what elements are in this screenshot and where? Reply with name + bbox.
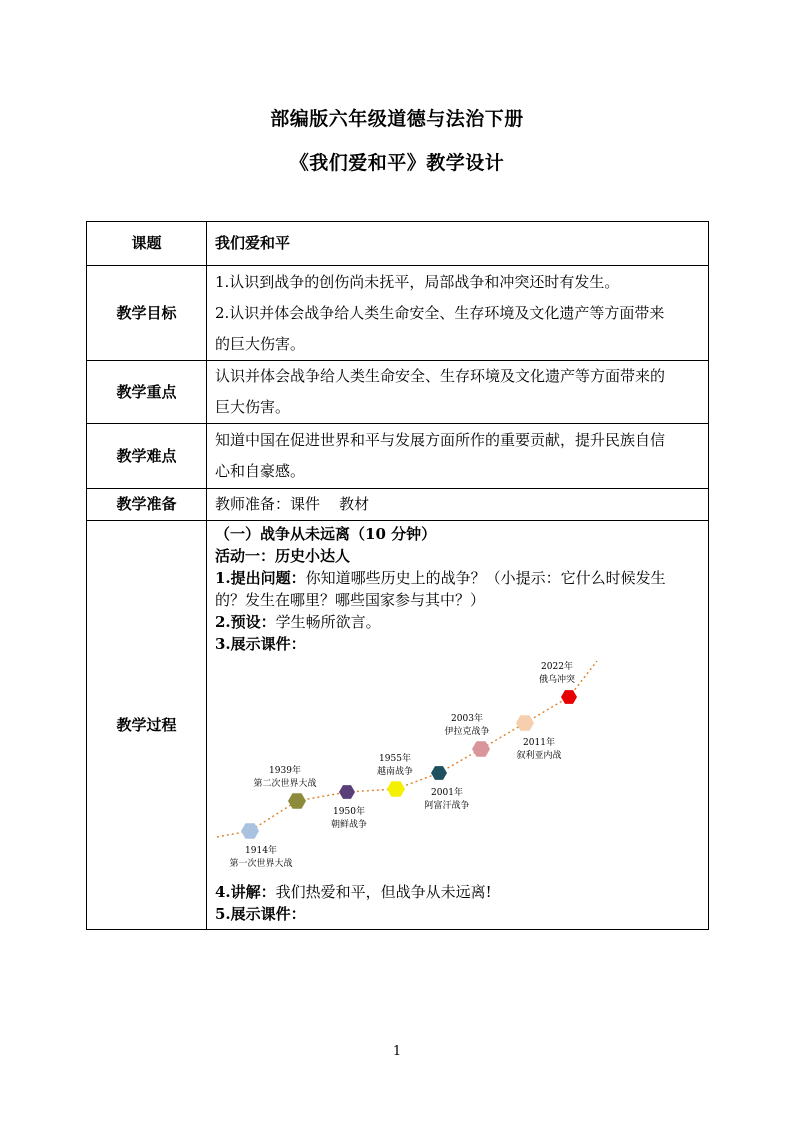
step-label: 4.讲解： xyxy=(215,883,276,901)
step-4 xyxy=(215,881,700,903)
text-line: 心和自豪感。 xyxy=(215,462,306,480)
timeline-marker xyxy=(241,823,259,839)
timeline-marker xyxy=(516,715,534,731)
topic-value: 我们爱和平 xyxy=(215,234,291,252)
step-2 xyxy=(215,611,700,633)
row-label: 教学过程 xyxy=(87,521,207,930)
step-text: 学生畅所欲言。 xyxy=(275,613,381,631)
step-label: 1.提出问题： xyxy=(215,569,306,587)
table-row xyxy=(87,521,709,930)
row-label: 课题 xyxy=(87,222,207,266)
row-value xyxy=(207,266,709,361)
step-1 xyxy=(215,567,700,589)
text-line: 2.认识并体会战争给人类生命安全、生存环境及文化遗产等方面带来 xyxy=(215,303,665,322)
timeline-year: 2003年 xyxy=(451,714,483,724)
text-line: 知道中国在促进世界和平与发展方面所作的重要贡献，提升民族自信 xyxy=(215,431,666,449)
timeline-event-name: 第二次世界大战 xyxy=(253,779,317,789)
timeline-event-name: 阿富汗战争 xyxy=(424,801,470,811)
timeline-event-name: 越南战争 xyxy=(376,767,414,777)
step-label: 3.展示课件： xyxy=(215,635,306,653)
process-content xyxy=(207,521,709,930)
page-number: 1 xyxy=(392,1044,402,1059)
step-5 xyxy=(215,903,700,925)
text-line: 巨大伤害。 xyxy=(215,398,291,416)
document-title: 部编版六年级道德与法治下册 xyxy=(270,108,524,130)
timeline-path xyxy=(217,661,597,837)
timeline-marker xyxy=(339,785,355,799)
table-row xyxy=(87,266,709,361)
row-label: 教学难点 xyxy=(87,424,207,489)
table-row xyxy=(87,361,709,424)
timeline-marker xyxy=(561,690,577,704)
timeline-marker xyxy=(472,741,490,757)
table-row xyxy=(87,489,709,521)
step-label: 5.展示课件： xyxy=(215,905,306,923)
timeline-year: 2011年 xyxy=(523,738,555,748)
timeline-event-name: 朝鲜战争 xyxy=(330,820,368,830)
text-line: 1.认识到战争的创伤尚未抚平，局部战争和冲突还时有发生。 xyxy=(215,272,620,291)
text-line: 认识并体会战争给人类生命安全、生存环境及文化遗产等方面带来的 xyxy=(215,367,666,385)
timeline-year: 1955年 xyxy=(379,754,411,764)
timeline-marker xyxy=(387,781,405,797)
timeline-event-name: 叙利亚内战 xyxy=(516,751,562,761)
row-label: 教学准备 xyxy=(87,489,207,521)
timeline-year: 1939年 xyxy=(269,766,301,776)
row-value xyxy=(207,361,709,424)
timeline-year: 1914年 xyxy=(245,846,277,856)
timeline-year: 1950年 xyxy=(333,807,365,817)
war-timeline-diagram xyxy=(213,661,603,881)
timeline-year: 2022年 xyxy=(541,662,573,672)
row-value xyxy=(207,424,709,489)
timeline-marker xyxy=(288,793,306,809)
row-label: 教学目标 xyxy=(87,266,207,361)
step-3 xyxy=(215,633,700,655)
step-1-continued: 的？发生在哪里？哪些国家参与其中？） xyxy=(215,591,486,609)
timeline-event-name: 俄乌冲突 xyxy=(538,675,576,685)
step-text: 你知道哪些历史上的战争？（小提示：它什么时候发生 xyxy=(305,569,666,587)
row-value xyxy=(207,222,709,266)
step-text: 我们热爱和平，但战争从未远离! xyxy=(275,883,492,901)
row-label: 教学重点 xyxy=(87,361,207,424)
table-row xyxy=(87,424,709,489)
activity-heading: 活动一：历史小达人 xyxy=(215,547,351,565)
timeline-marker xyxy=(431,766,447,780)
lesson-plan-table xyxy=(86,221,709,930)
text-line: 的巨大伤害。 xyxy=(215,334,306,353)
timeline-event-name: 伊拉克战争 xyxy=(444,727,490,737)
text-line: 教师准备：课件 教材 xyxy=(215,495,370,513)
timeline-year: 2001年 xyxy=(431,788,463,798)
table-row xyxy=(87,222,709,266)
step-label: 2.预设： xyxy=(215,613,276,631)
document-subtitle: 《我们爱和平》教学设计 xyxy=(289,152,505,174)
section-heading: （一）战争从未远离（10 分钟） xyxy=(215,525,437,543)
row-value xyxy=(207,489,709,521)
timeline-event-name: 第一次世界大战 xyxy=(229,859,293,869)
